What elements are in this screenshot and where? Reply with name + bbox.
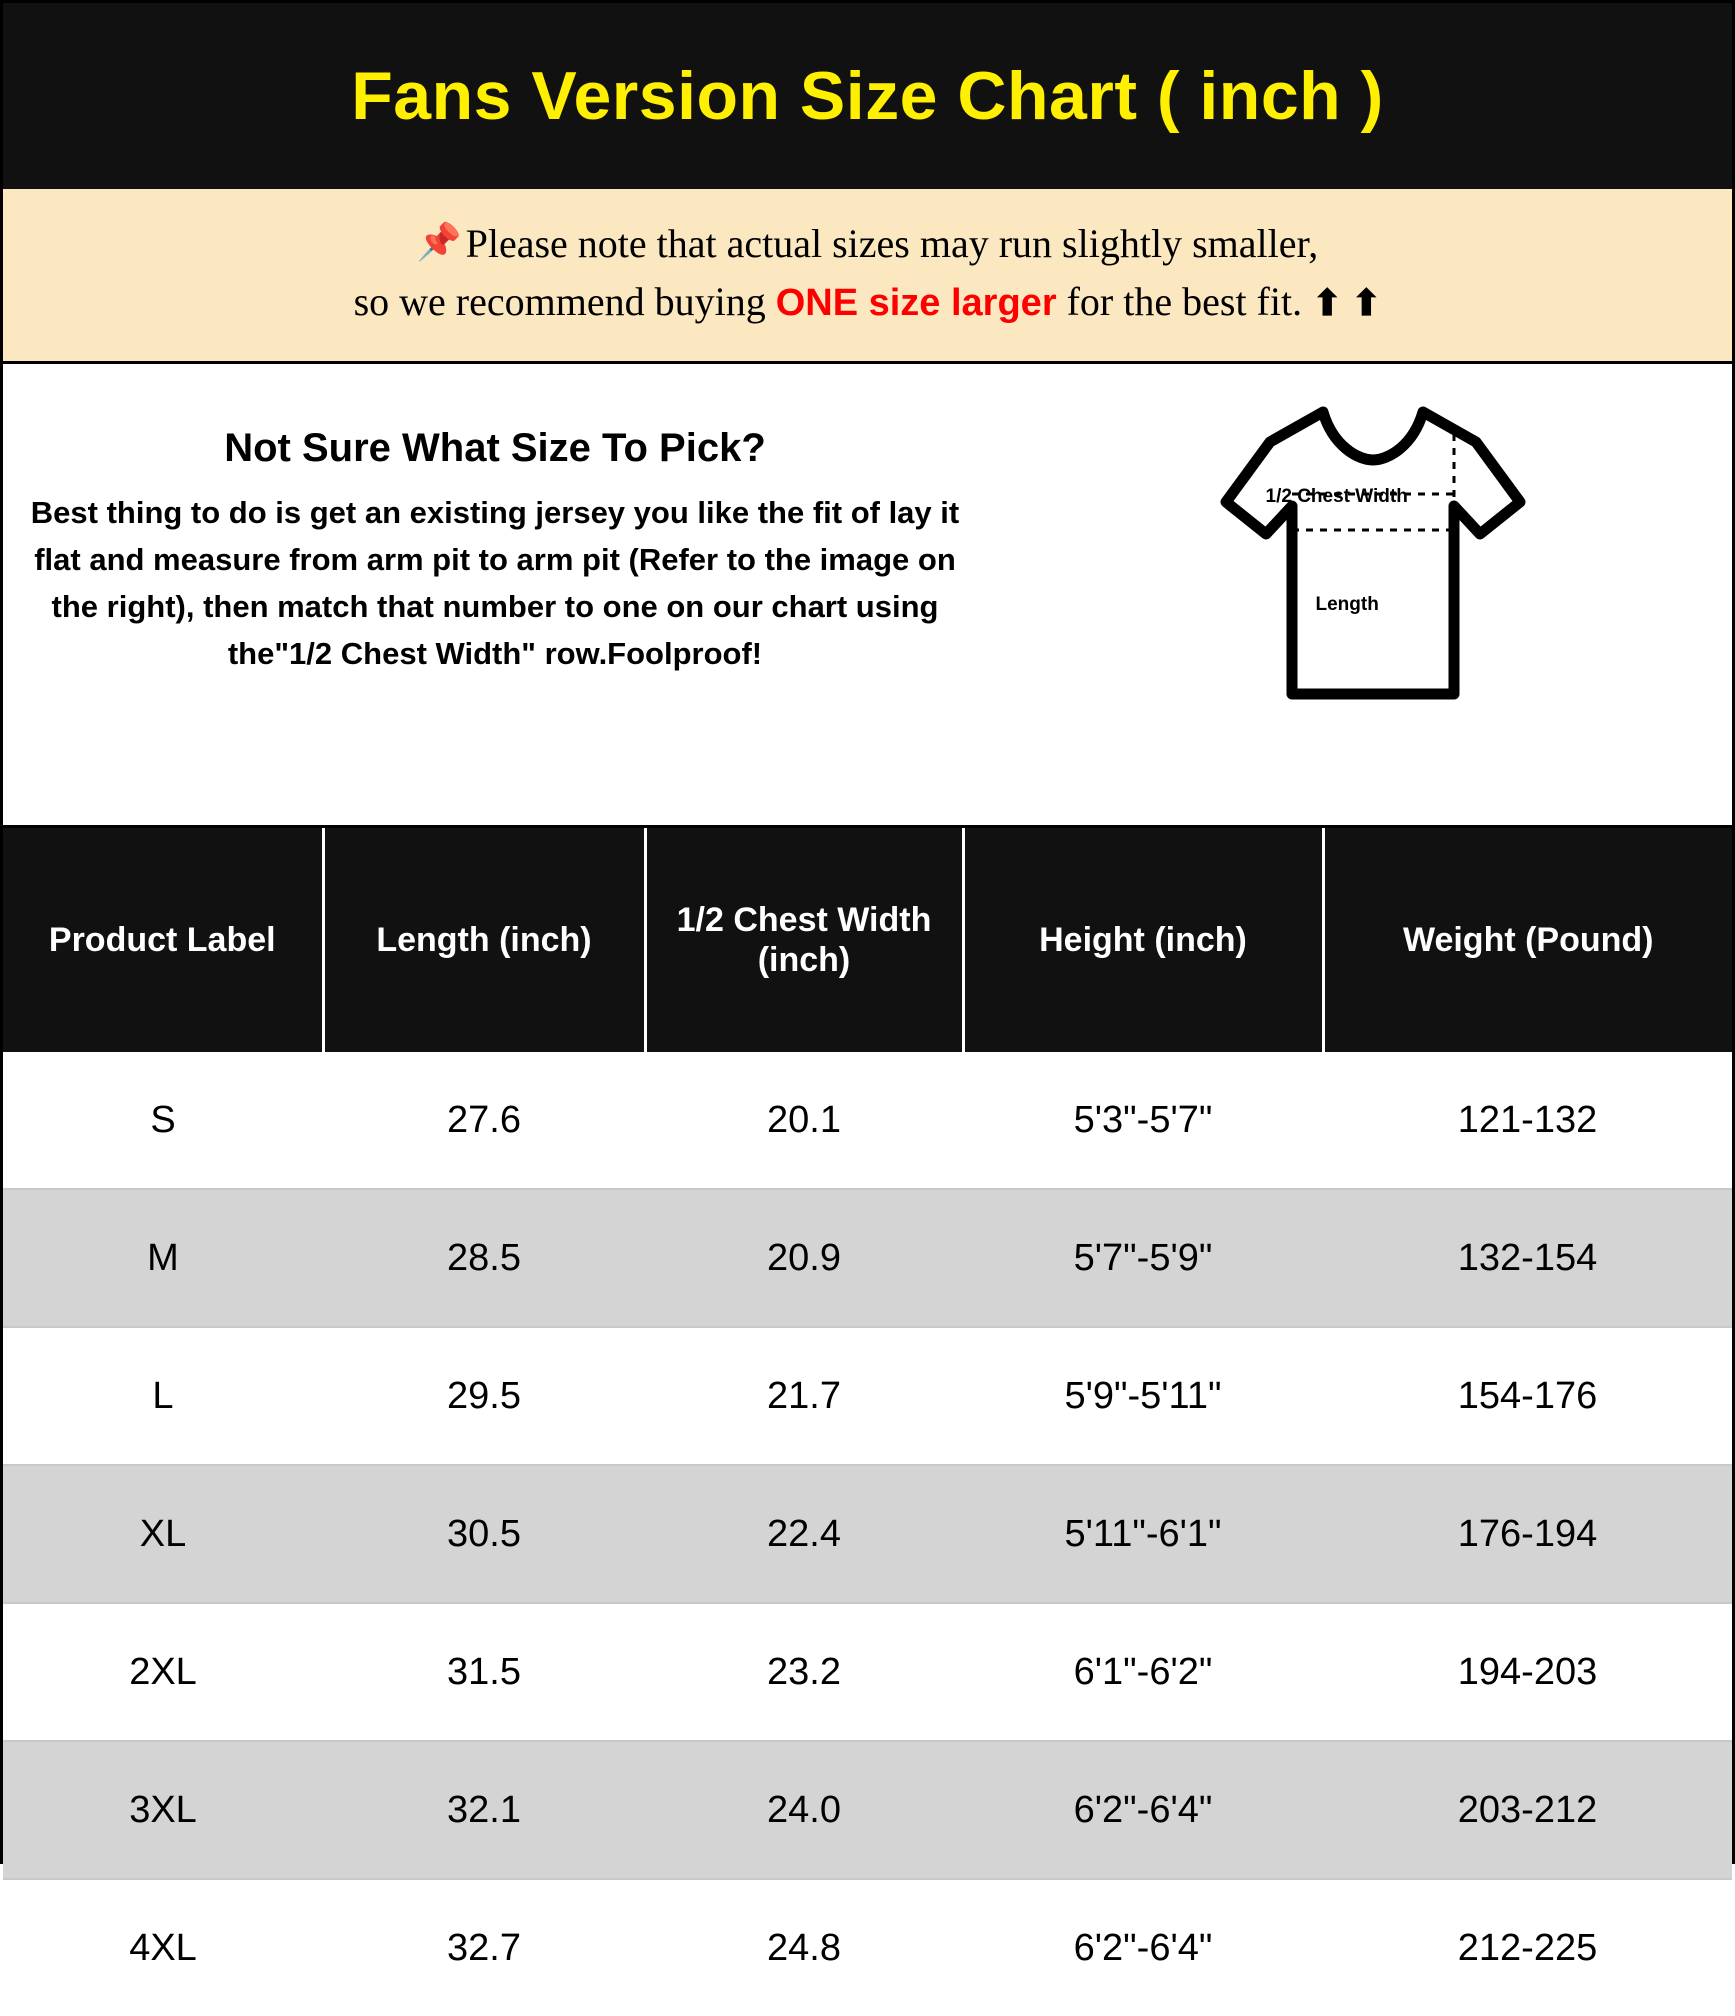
cell-chest: 23.2 (645, 1603, 963, 1741)
note-text-2-post: for the best fit. (1056, 279, 1313, 324)
table-row (3, 1052, 1732, 1189)
note-line-2 (23, 273, 1712, 331)
table-header-row (3, 828, 1732, 1052)
pushpin-icon: 📌 (416, 222, 462, 262)
column-header-chest-width: 1/2 Chest Width (inch) (645, 828, 963, 1052)
measurement-diagram (1013, 364, 1732, 734)
cell-length: 32.1 (323, 1741, 645, 1879)
note-text-2-pre: so we recommend buying (353, 279, 776, 324)
cell-height: 5'11"-6'1" (963, 1465, 1323, 1603)
cell-length: 31.5 (323, 1603, 645, 1741)
cell-chest: 20.1 (645, 1052, 963, 1189)
cell-size: M (3, 1189, 323, 1327)
cell-weight: 194-203 (1323, 1603, 1732, 1741)
info-section (3, 364, 1732, 828)
cell-chest: 22.4 (645, 1465, 963, 1603)
cell-weight: 212-225 (1323, 1879, 1732, 2016)
cell-height: 5'7"-5'9" (963, 1189, 1323, 1327)
cell-weight: 203-212 (1323, 1741, 1732, 1879)
length-label: Length (1315, 594, 1379, 616)
cell-weight: 176-194 (1323, 1465, 1732, 1603)
table-row (3, 1189, 1732, 1327)
cell-size: 3XL (3, 1741, 323, 1879)
info-heading: Not Sure What Size To Pick? (224, 426, 766, 471)
table-row (3, 1465, 1732, 1603)
table-row (3, 1879, 1732, 2016)
tshirt-icon (1208, 394, 1538, 724)
info-text-block (3, 364, 1013, 677)
cell-chest: 21.7 (645, 1327, 963, 1465)
cell-weight: 132-154 (1323, 1189, 1732, 1327)
column-header-product-label: Product Label (3, 828, 323, 1052)
note-banner (3, 189, 1732, 364)
cell-size: 4XL (3, 1879, 323, 2016)
cell-size: L (3, 1327, 323, 1465)
cell-weight: 121-132 (1323, 1052, 1732, 1189)
cell-size: S (3, 1052, 323, 1189)
note-text-1: Please note that actual sizes may run slightly smaller, (465, 221, 1319, 266)
cell-height: 6'2"-6'4" (963, 1741, 1323, 1879)
cell-weight: 154-176 (1323, 1327, 1732, 1465)
info-body: Best thing to do is get an existing jersey you like the fit of lay it flat and measure from arm pit to arm pit (Refer to the image on the right), then match that number to one on our chart using the"1/2 Chest Width" row.Foolproof! (30, 495, 960, 672)
cell-height: 5'9"-5'11" (963, 1327, 1323, 1465)
cell-chest: 24.0 (645, 1741, 963, 1879)
title-bar (3, 3, 1732, 189)
cell-length: 27.6 (323, 1052, 645, 1189)
table-row (3, 1603, 1732, 1741)
table-row (3, 1327, 1732, 1465)
column-header-weight: Weight (Pound) (1323, 828, 1732, 1052)
column-header-height: Height (inch) (963, 828, 1323, 1052)
note-emphasis: ONE size larger (775, 282, 1057, 324)
cell-size: XL (3, 1465, 323, 1603)
cell-chest: 24.8 (645, 1879, 963, 2016)
tshirt-diagram-wrap (1208, 394, 1538, 734)
cell-chest: 20.9 (645, 1189, 963, 1327)
cell-length: 30.5 (323, 1465, 645, 1603)
arrow-up-icon: ⬆ ⬆ (1312, 283, 1382, 323)
page-title: Fans Version Size Chart ( inch ) (351, 58, 1384, 134)
column-header-length: Length (inch) (323, 828, 645, 1052)
chest-width-label: 1/2 Chest Width (1265, 486, 1408, 508)
size-table (3, 828, 1732, 2016)
cell-height: 6'2"-6'4" (963, 1879, 1323, 2016)
cell-length: 29.5 (323, 1327, 645, 1465)
cell-length: 32.7 (323, 1879, 645, 2016)
cell-height: 6'1"-6'2" (963, 1603, 1323, 1741)
cell-size: 2XL (3, 1603, 323, 1741)
cell-length: 28.5 (323, 1189, 645, 1327)
table-row (3, 1741, 1732, 1879)
cell-height: 5'3"-5'7" (963, 1052, 1323, 1189)
note-line-1 (23, 215, 1712, 273)
